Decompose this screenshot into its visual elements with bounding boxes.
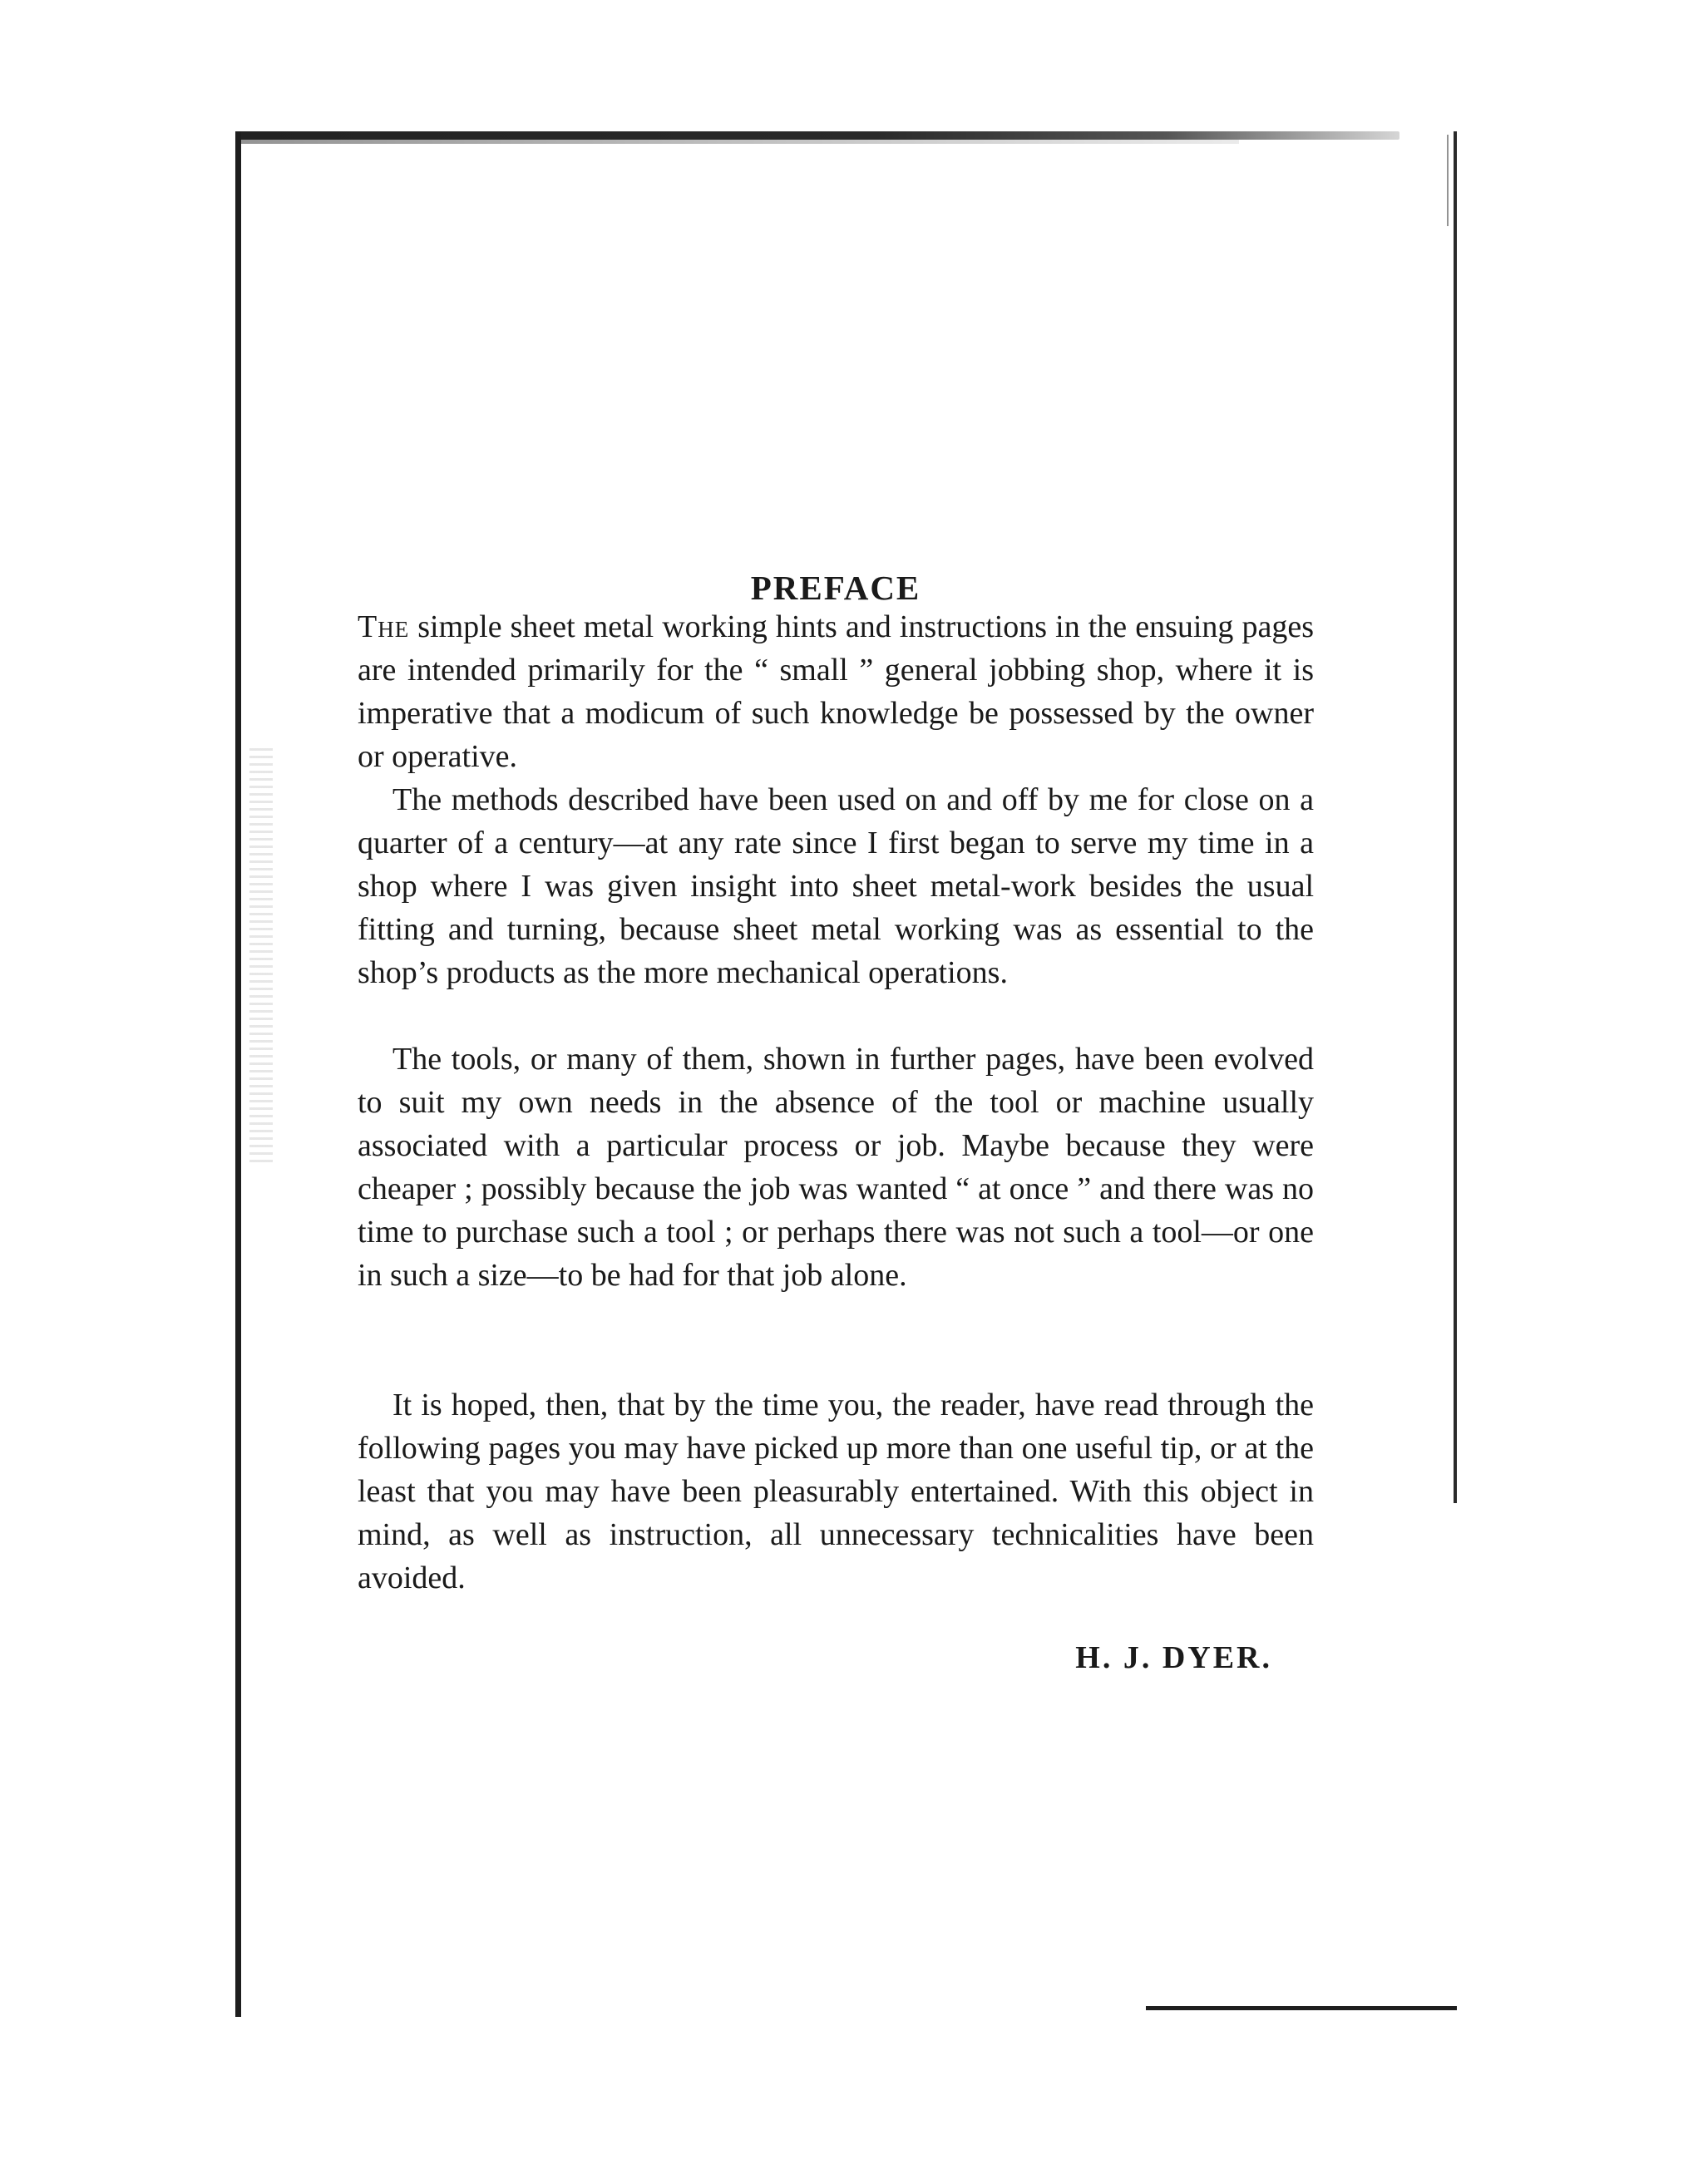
paragraph-2: The methods described have been used on and off by me for close on a quarter of a century—at any rate since I first began to serve my time in a shop where I was given insight into sheet metal-work besides the usual fitting and turning, because sheet metal working was as essential to the shop’s products as the more mechanical operations. <box>358 782 1314 990</box>
paragraph-1-text: simple sheet metal working hints and instructions in the ensuing pages are intended primarily for the “ small ” general jobbing shop, where it is imperative that a modicum of such knowledge be possessed by the owner or operative. <box>358 609 1314 774</box>
scan-top-border-shadow <box>241 140 1239 144</box>
paragraph-1-lead-word: The <box>358 609 410 644</box>
scan-right-border <box>1454 131 1457 1503</box>
paragraph-3: The tools, or many of them, shown in further pages, have been evolved to suit my own needs in the absence of the tool or machine usually associated with a particular process or job. Maybe because they were cheaper ; possibly because the job was wanted “ at once ” and there was no time to purchase such a tool ; or perhaps there was not such a tool—or one in such a size—to be had for that job alone. <box>358 1042 1314 1293</box>
paragraph-1 <box>358 605 1314 778</box>
scan-top-border <box>235 131 1399 140</box>
scan-right-border-mark <box>1447 135 1449 226</box>
page-title: PREFACE <box>750 569 921 608</box>
author-signature: H. J. DYER. <box>1075 1640 1272 1675</box>
scan-left-border <box>235 131 241 2017</box>
paragraph-4: It is hoped, then, that by the time you, the reader, have read through the following pages you may have picked up more than one useful tip, or at the least that you may have been pleasurably entertained. With this object in mind, as well as instruction, all unnecessary technicalities have been avoided. <box>358 1388 1314 1595</box>
scan-speckle <box>249 748 273 1164</box>
scan-bottom-rule <box>1146 2006 1457 2010</box>
